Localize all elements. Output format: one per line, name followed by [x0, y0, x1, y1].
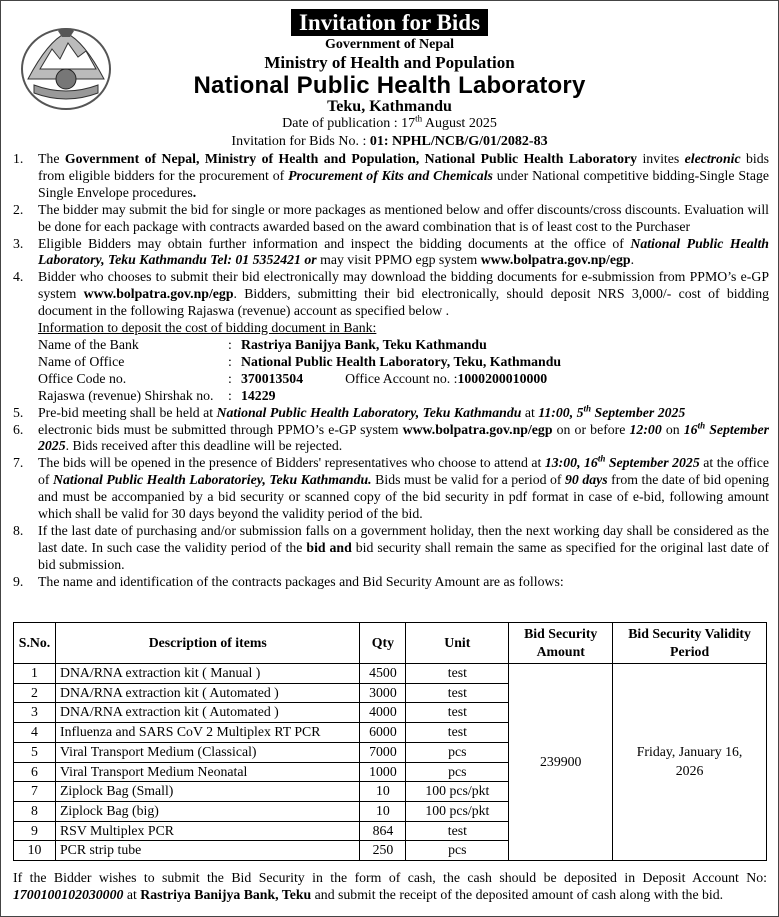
- ministry-line: Ministry of Health and Population: [264, 53, 515, 72]
- clause-2: 2. The bidder may submit the bid for single or more packages as mentioned below and offer discounts/cross discounts. Evaluation will be done for each package with contracts awarded based on the award combination that is of least cost to the Purchaser: [13, 201, 769, 234]
- bid-security-amount-cell: 239900: [509, 664, 613, 861]
- cash-deposit-note: If the Bidder wishes to submit the Bid Security in the form of cash, the cash should be deposited in Deposit Account No: 1700100102030000 at Rastriya Banijya Bank, Teku and submit the receipt of the deposited amount of cash along with the bid.: [13, 870, 767, 902]
- table-header-row: [14, 623, 767, 664]
- office-code-row: Office Code no. : 370013504 Office Account no. : 1000200010000: [38, 370, 548, 386]
- col-qty: Qty: [360, 623, 406, 664]
- ifb-number-line: Invitation for Bids No. : 01: NPHL/NCB/G/01/2082-83: [231, 134, 548, 149]
- clause-7: 7. The bids will be opened in the presence of Bidders' representatives who choose to attend at 13:00, 16th September 2025 at the office of National Public Health Laboratoriey, Teku Kathmandu. Bids must be valid for a period of 90 days from the date of bid opening and must be accompanied by a bid security or scanned copy of the bid security in pdf format in case of e-bid, following amount which shall be valid for 30 days beyond the validity period of the bid.: [13, 453, 769, 522]
- banner-title: Invitation for Bids: [1, 9, 778, 36]
- table-row: 5 Viral Transport Medium (Classical) 7000 pcs: [14, 742, 767, 762]
- col-description: Description of items: [55, 623, 359, 664]
- clause-1: 1. The Government of Nepal, Ministry of Health and Population, National Public Health Laboratory invites electronic bids from eligible bidders for the procurement of Procurement of Kits and Chemicals under National competitive bidding-Single Stage Single Envelope procedures.: [13, 151, 769, 200]
- col-unit: Unit: [406, 623, 509, 664]
- table-row: 7 Ziplock Bag (Small) 10 100 pcs/pkt: [14, 782, 767, 802]
- clause-5: 5. Pre-bid meeting shall be held at National Public Health Laboratory, Teku Kathmandu at 11:00, 5th September 2025: [13, 403, 686, 420]
- col-bid-security-amount: Bid Security Amount: [509, 623, 613, 664]
- table-row: 4 Influenza and SARS CoV 2 Multiplex RT PCR 6000 test: [14, 723, 767, 743]
- clauses: [13, 151, 769, 591]
- table-row: 2 DNA/RNA extraction kit ( Automated ) 3000 test: [14, 683, 767, 703]
- table-row: 8 Ziplock Bag (big) 10 100 pcs/pkt: [14, 801, 767, 821]
- col-validity-period: Bid Security Validity Period: [613, 623, 767, 664]
- bank-info: [38, 320, 769, 405]
- clause-9: 9. The name and identification of the contracts packages and Bid Security Amount are as follows:: [13, 573, 564, 589]
- table-row: 3 DNA/RNA extraction kit ( Automated ) 4000 test: [14, 703, 767, 723]
- laboratory-line: National Public Health Laboratory: [193, 72, 586, 99]
- col-sno: S.No.: [14, 623, 56, 664]
- bank-name-row: Name of the Bank : Rastriya Banijya Bank, Teku Kathmandu: [38, 336, 487, 352]
- government-line: Government of Nepal: [324, 37, 455, 52]
- clause-8: 8. If the last date of purchasing and/or submission falls on a government holiday, then the next working day shall be considered as the last date. In such case the validity period of the bid and bid security shall remain the same as specified for the original last date of bid submission.: [13, 522, 769, 572]
- clause-3: 3. Eligible Bidders may obtain further information and inspect the bidding documents at the office of National Public Health Laboratory, Teku Kathmandu Tel: 01 5352421 or may visit PPMO egp system www.bolpatra.gov.np/egp.: [13, 235, 769, 268]
- table-row: 6 Viral Transport Medium Neonatal 1000 pcs: [14, 762, 767, 782]
- validity-period-cell: Friday, January 16, 2026: [613, 664, 767, 861]
- clause-4: 4. Bidder who chooses to submit their bid electronically may download the bidding documents for e-submission from PPMO’s e-GP system www.bolpatra.gov.np/egp. Bidders, submitting their bid electronically, should deposit NRS 3,000/- cost of bidding document in the following Rajaswa (revenue) account as specified below .: [13, 269, 769, 319]
- bank-info-heading: Information to deposit the cost of bidding document in Bank:: [38, 320, 377, 336]
- table-row: 1 DNA/RNA extraction kit ( Manual ) 4500 test 239900 Friday, January 16, 2026: [14, 664, 767, 684]
- table-row: 9 RSV Multiplex PCR 864 test: [14, 821, 767, 841]
- packages-table: [13, 622, 767, 861]
- clause-6: 6. electronic bids must be submitted through PPMO’s e-GP system www.bolpatra.gov.np/egp on or before 12:00 on 16th September 2025. Bids received after this deadline will be rejected.: [13, 419, 769, 454]
- location-line: Teku, Kathmandu: [327, 98, 452, 115]
- table-row: 10 PCR strip tube 250 pcs: [14, 841, 767, 861]
- rajaswa-row: Rajaswa (revenue) Shirshak no. : 14229: [38, 387, 276, 403]
- office-name-row: Name of Office : National Public Health Laboratory, Teku, Kathmandu: [38, 353, 562, 369]
- publication-date: Date of publication : 17th August 2025: [282, 113, 497, 131]
